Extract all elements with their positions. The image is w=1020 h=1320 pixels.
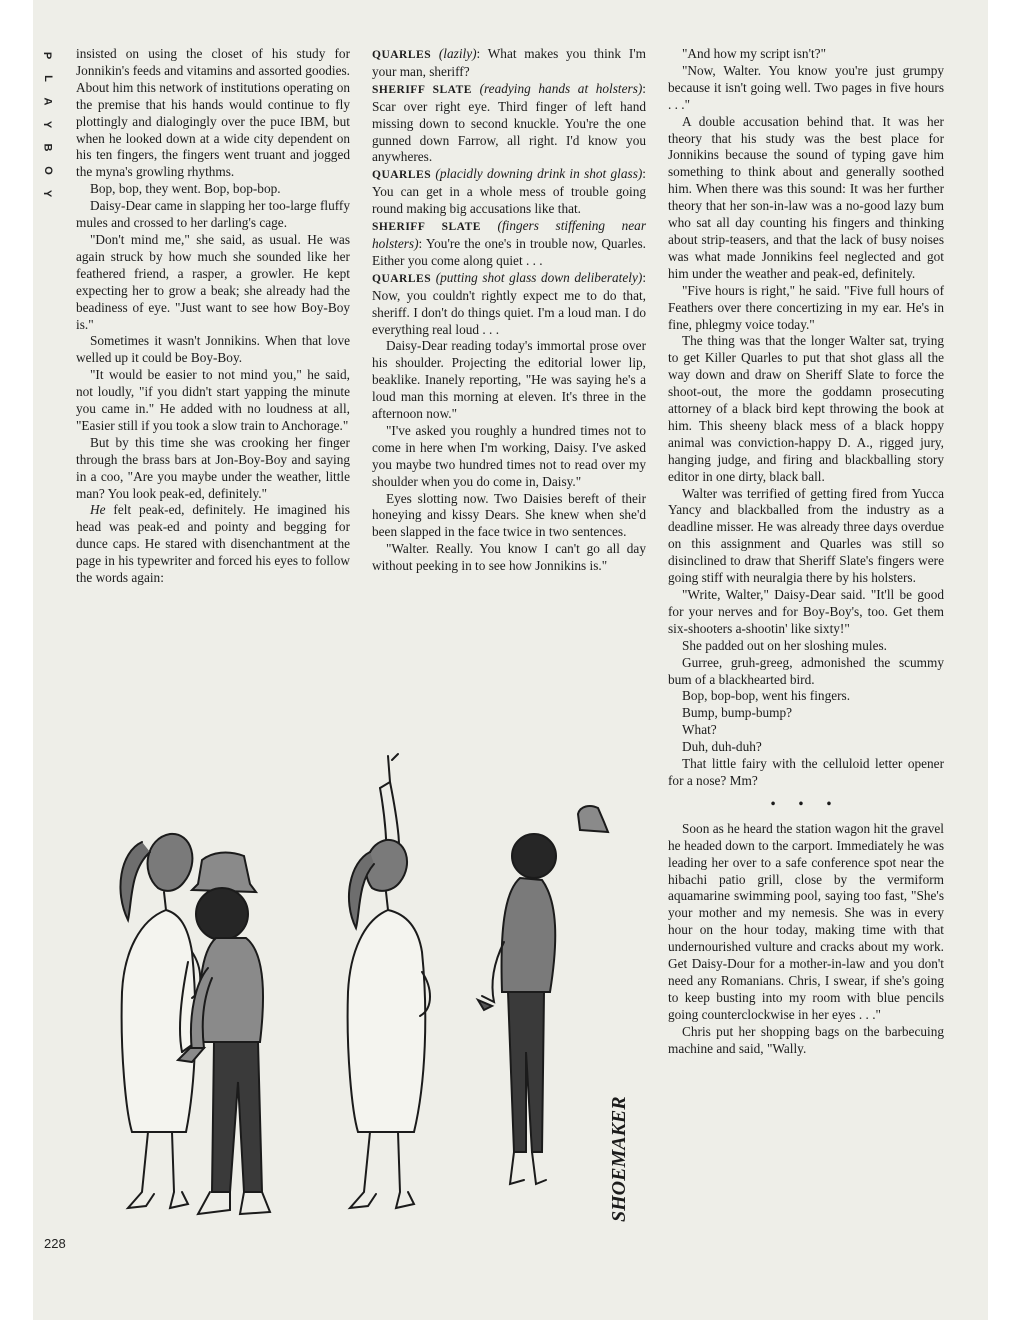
paragraph: "Don't mind me," she said, as usual. He was again struck by how much she sounded like her feathered friend, a rasper, a growler. He kept expecting her to grow a beak; she already had the beadiness of eye. "Just want to see how Boy-Boy is.": [76, 231, 350, 332]
paragraph-text: felt peak-ed, definitely. He imagined his head was peak-ed and pointy and begging for dunce caps. He stared with disenchantment at the page in his typewriter and forced his eyes to follow the words again:: [76, 502, 350, 586]
paragraph: Eyes slotting now. Two Daisies bereft of their honeying and kissy Dears. She knew when she'd been slapped in the face twice in two sentences.: [372, 490, 646, 540]
speaker: QUARLES: [372, 272, 432, 285]
paragraph: "Five hours is right," he said. "Five full hours of Feathers over there concertizing in my ear. He's in fine, phlegmy voice today.": [668, 282, 944, 332]
side-letter: B: [41, 143, 54, 152]
speaker: QUARLES: [372, 49, 432, 61]
script-line: [372, 218, 646, 270]
paragraph: [76, 502, 350, 587]
paragraph: "It would be easier to not mind you," he said, not loudly, "if you didn't start yapping the minute you came in." He added with no loudness at all, "Easier still if you took a slow train to Anchorage.": [76, 367, 350, 433]
script-line: [372, 166, 646, 218]
dialogue: : What makes you think I'm your man, sheriff?: [372, 46, 646, 79]
speaker: SHERIFF SLATE: [372, 83, 472, 96]
paragraph: She padded out on her sloshing mules.: [682, 637, 887, 653]
side-letter: O: [41, 166, 54, 175]
paragraph: Sometimes it wasn't Jonnikins. When that love welled up it could be Boy-Boy.: [76, 333, 350, 366]
paragraph: Bop, bop-bop, went his fingers.: [682, 688, 851, 704]
script-line: [372, 46, 646, 81]
paragraph: "Write, Walter," Daisy-Dear said. "It'll be good for your nerves and for Boy-Boy's, too. Get them six-shooters a-shootin' like sixty!": [668, 587, 944, 636]
side-letter: Y: [41, 120, 54, 129]
paragraph: Duh, duh-duh?: [682, 739, 762, 755]
script-line: [372, 81, 646, 167]
stage-direction: (fingers stiffening near holsters): [372, 218, 646, 251]
magazine-side-title: [40, 44, 54, 205]
cartoon-illustration: [80, 752, 660, 1272]
dialogue: : You're the one's in trouble now, Quarles. Either you come along quiet . . .: [372, 235, 646, 268]
side-letter: P: [41, 51, 54, 60]
script-line: [372, 270, 646, 339]
speaker: SHERIFF SLATE: [372, 221, 481, 234]
dialogue: : Now, you couldn't rightly expect me to do that, sheriff. I don't do things quiet. I'm a loud man. I do everything real loud . . .: [372, 269, 647, 337]
stage-direction: (putting shot glass down deliberately): [435, 269, 643, 285]
paragraph: Bump, bump-bump?: [682, 705, 793, 721]
paragraph: Gurree, gruh-greeg, admonished the scummy bum of a blackhearted bird.: [668, 654, 944, 687]
stage-direction: (placidly downing drink in shot glass): [435, 166, 643, 182]
paragraph: But by this time she was crooking her finger through the brass bars at Jon-Boy-Boy and saying in a coo, "Are you maybe under the weather, little man? You look peak-ed, definitely.": [76, 434, 350, 501]
man-figure-right: [478, 806, 608, 1184]
dialogue: : Scar over right eye. Third finger of left hand missing down to second knuckle. You're the one gunned down Farrow, all right. I'd know you anywheres.: [372, 80, 646, 165]
paragraph: "Now, Walter. You know you're just grumpy because it isn't going well. Two pages in five hours . . .": [668, 62, 944, 112]
text-column-1: [76, 46, 350, 587]
paragraph: Daisy-Dear came in slapping her too-large fluffy mules and crossed to her darling's cage.: [76, 198, 350, 231]
side-letter: Y: [41, 189, 54, 198]
paragraph: Soon as he heard the station wagon hit the gravel he headed down to the carport. Immediately he was leading her over to a safe conference spot near the hibachi patio grill, close by the vermiform aquamarine swimming pool, saying too fast, "She's your mother and my nemesis. She was in every hour on the hour today, making time with that undernourished vulture and cracks about my work. Get Daisy-Dour for a mother-in-law and you don't need any Romanians. Chris, I swear, if she's going to keep busting into my room with blue pencils going counterclockwise in her eyes . . .": [668, 820, 944, 1022]
text-column-2: [372, 46, 646, 575]
paragraph: "I've asked you roughly a hundred times not to come in here when I'm working, Daisy. I've asked you maybe two hundred times not to read over my shoulder when you do come in, Daisy.": [372, 422, 646, 489]
dialogue: : You can get in a whole mess of trouble going round making big accusations like that.: [372, 166, 646, 217]
paragraph: insisted on using the closet of his study for Jonnikin's feeds and vitamins and assorted goodies. About him this network of institutions operating on the premise that his hands would continue to fly plottingly and dialogingly over the puce IBM, but when he looked down at a wide city dependent on his ten fingers, the fingers went truant and jogged the myna's growling rhythms.: [76, 46, 350, 180]
paragraph: Bop, bop, they went. Bop, bop-bop.: [90, 181, 281, 197]
paragraph: Walter was terrified of getting fired from Yucca Yancy and blackballed from the industry as a deadline misser. He was already three days overdue on this assignment and Quarles was still so disinclined to draw that Sheriff Slate's fingers were going stiff with neuralgia there by his holsters.: [668, 485, 944, 586]
paragraph: The thing was that the longer Walter sat, trying to get Killer Quarles to put that shot glass all the way down and draw on Sheriff Slate to force the shoot-out, the more the goddamn prosecuting attorney of a black bird kept throwing the book at him. This sheeny black mess of a black hoppy animal was conviction-happy D. A., rigged jury, hanging judge, and firing and blackballing story editor in one dirty, black ball.: [668, 333, 944, 484]
artist-signature: SHOEMAKER: [608, 1096, 630, 1222]
paragraph: "And how my script isn't?": [682, 46, 826, 61]
paragraph: "Walter. Really. You know I can't go all day without peeking in to see how Jonnikins is.": [372, 541, 646, 574]
speaker: QUARLES: [372, 169, 432, 182]
stage-direction: (lazily): [438, 46, 477, 61]
section-break: • • •: [770, 795, 842, 811]
emphasis: He: [90, 502, 106, 518]
paragraph: Chris put her shopping bags on the barbecuing machine and said, "Wally.: [668, 1023, 944, 1056]
side-letter: L: [41, 75, 54, 82]
text-column-3: [668, 46, 944, 1057]
side-letter: A: [41, 97, 54, 106]
paragraph: Daisy-Dear reading today's immortal prose over his shoulder. Projecting the editorial lower lip, beaklike. Inanely reporting, "He was saying he's a loud man this morning at eleven. It's three in the afternoon now.": [372, 338, 646, 422]
paragraph: A double accusation behind that. It was her theory that his study was the best place for Jonnikins because the sound of typing gave him something to think about and generally soothed him. When there was this sound: It was her further theory that her son-in-law was a no-good lazy bum who sat all day counting his fingers and thinking about strip-teasers, and that the lack of busy noises was what made Jonnikins feel neglected and got him under the weather and peak-ed, definitely.: [668, 113, 944, 281]
page-number: 228: [44, 1236, 66, 1251]
paragraph: What?: [682, 722, 717, 738]
man-figure-left: [178, 853, 270, 1214]
stage-direction: (readying hands at holsters): [479, 80, 643, 96]
woman-figure-right: [348, 754, 430, 1208]
paragraph: That little fairy with the celluloid letter opener for a nose? Mm?: [668, 756, 944, 788]
